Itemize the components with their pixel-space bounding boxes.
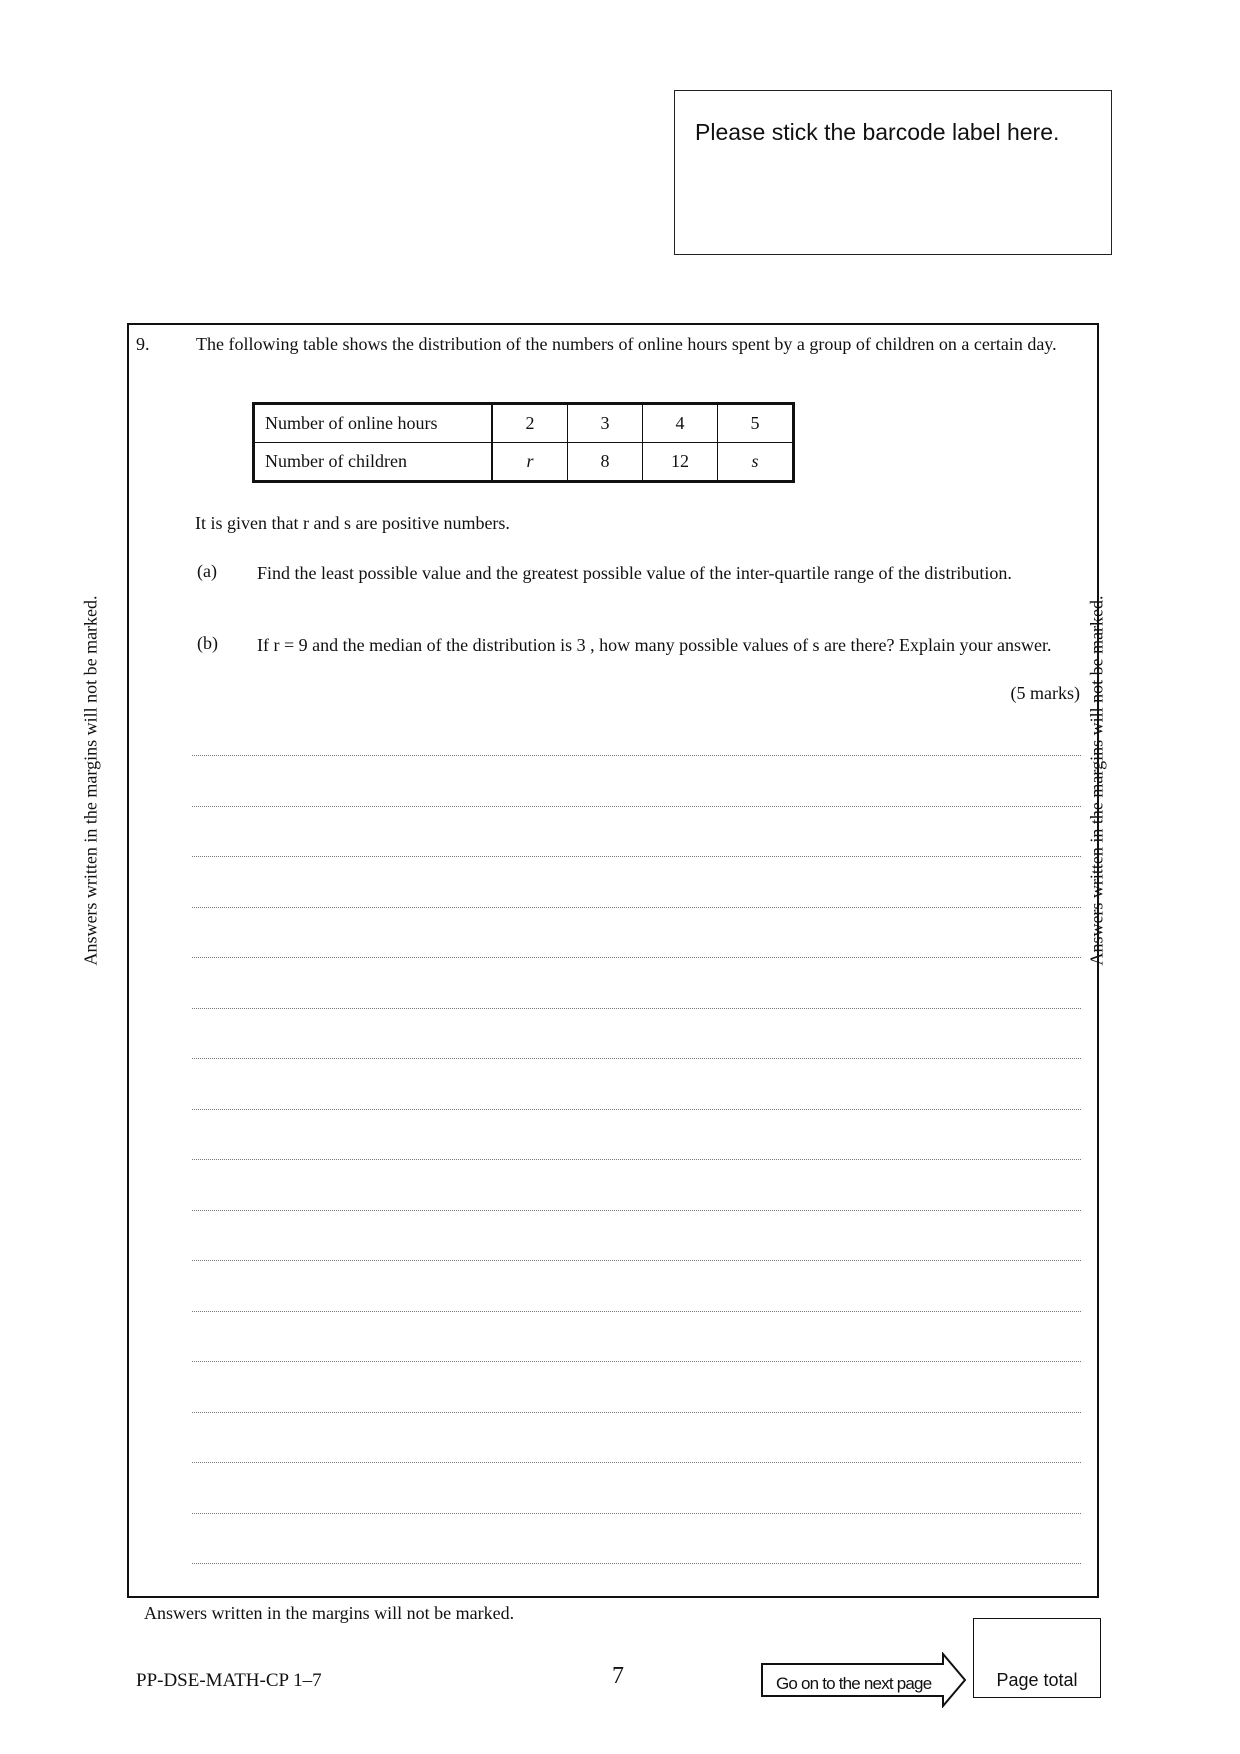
table-row-header: Number of online hours <box>254 404 493 443</box>
table-cell: 3 <box>568 404 643 443</box>
page-total-box <box>973 1618 1101 1698</box>
distribution-table <box>252 402 795 483</box>
table-cell: 5 <box>718 404 794 443</box>
answer-line[interactable] <box>192 957 1081 958</box>
margin-note-left: Answers written in the margins will not be marked. <box>80 595 101 966</box>
answer-line[interactable] <box>192 1260 1081 1261</box>
answer-line[interactable] <box>192 1462 1081 1463</box>
table-cell: 2 <box>492 404 568 443</box>
answer-line[interactable] <box>192 1159 1081 1160</box>
part-a-label: (a) <box>197 561 217 581</box>
page-total-label: Page total <box>996 1670 1078 1690</box>
answer-line[interactable] <box>192 1210 1081 1211</box>
paper-code: PP-DSE-MATH-CP 1–7 <box>136 1670 322 1691</box>
answer-line[interactable] <box>192 1058 1081 1059</box>
answer-line[interactable] <box>192 1412 1081 1413</box>
answer-line[interactable] <box>192 1109 1081 1110</box>
margin-note-bottom: Answers written in the margins will not be marked. <box>144 1603 515 1623</box>
table-row <box>254 404 794 443</box>
page-number: 7 <box>612 1663 624 1689</box>
barcode-label-text: Please stick the barcode label here. <box>695 119 1060 145</box>
answer-line[interactable] <box>192 1361 1081 1362</box>
barcode-label-box <box>674 90 1112 255</box>
answer-line[interactable] <box>192 907 1081 908</box>
table-cell: 4 <box>643 404 718 443</box>
next-page-label: Go on to the next page <box>776 1674 932 1693</box>
answer-line[interactable] <box>192 1311 1081 1312</box>
answer-line[interactable] <box>192 806 1081 807</box>
answer-line[interactable] <box>192 755 1081 756</box>
given-statement: It is given that r and s are positive numbers. <box>195 513 510 533</box>
margin-note-right: Answers written in the margins will not be marked. <box>1086 595 1107 966</box>
table-cell: 8 <box>568 443 643 482</box>
part-b-label: (b) <box>197 633 218 653</box>
answer-line[interactable] <box>192 856 1081 857</box>
table-cell: r <box>492 443 568 482</box>
table-cell: s <box>718 443 794 482</box>
answer-line[interactable] <box>192 1008 1081 1009</box>
part-b-text: If r = 9 and the median of the distribution is 3 , how many possible values of s are there? Explain your answer. <box>257 635 1052 655</box>
part-a-text: Find the least possible value and the greatest possible value of the inter-quartile range of the distribution. <box>257 563 1012 583</box>
marks-allocation: (5 marks) <box>1010 683 1080 703</box>
table-row <box>254 443 794 482</box>
answer-line[interactable] <box>192 1513 1081 1514</box>
answer-line[interactable] <box>192 1563 1081 1564</box>
table-row-header: Number of children <box>254 443 493 482</box>
question-stem: The following table shows the distribution of the numbers of online hours spent by a group of children on a certain day. <box>196 334 1057 354</box>
table-cell: 12 <box>643 443 718 482</box>
question-number: 9. <box>136 334 150 354</box>
